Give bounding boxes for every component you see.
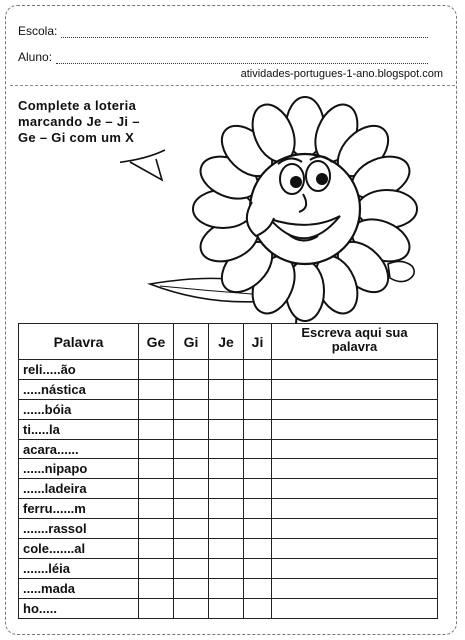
- mark-ge-cell[interactable]: [139, 439, 174, 459]
- school-field[interactable]: [18, 24, 428, 38]
- mark-je-cell[interactable]: [209, 399, 244, 419]
- mark-je-cell[interactable]: [209, 479, 244, 499]
- mark-ge-cell[interactable]: [139, 479, 174, 499]
- mark-je-cell[interactable]: [209, 598, 244, 618]
- mark-ji-cell[interactable]: [244, 578, 272, 598]
- mark-gi-cell[interactable]: [174, 360, 209, 380]
- table-row: [19, 379, 438, 399]
- write-answer-cell[interactable]: [272, 578, 438, 598]
- word-cell: ti.....la: [19, 419, 139, 439]
- mark-gi-cell[interactable]: [174, 499, 209, 519]
- school-write-line[interactable]: [61, 27, 428, 38]
- word-cell: cole.......al: [19, 539, 139, 559]
- word-cell: ......ladeira: [19, 479, 139, 499]
- mark-gi-cell[interactable]: [174, 558, 209, 578]
- mark-ji-cell[interactable]: [244, 439, 272, 459]
- column-header-ge: Ge: [139, 324, 174, 360]
- mark-ge-cell[interactable]: [139, 519, 174, 539]
- word-cell: .......léia: [19, 558, 139, 578]
- table-row: [19, 479, 438, 499]
- instruction-line: Complete a loteria: [18, 98, 137, 113]
- mark-ji-cell[interactable]: [244, 558, 272, 578]
- mark-ji-cell[interactable]: [244, 360, 272, 380]
- student-field[interactable]: [18, 50, 428, 64]
- cartoon-sunflower-icon: [120, 84, 450, 324]
- table-row: [19, 499, 438, 519]
- write-answer-cell[interactable]: [272, 479, 438, 499]
- write-answer-cell[interactable]: [272, 419, 438, 439]
- word-cell: .....nástica: [19, 379, 139, 399]
- mark-ji-cell[interactable]: [244, 459, 272, 479]
- word-cell: reli.....ão: [19, 360, 139, 380]
- mark-ji-cell[interactable]: [244, 379, 272, 399]
- instruction-line: Ge – Gi com um X: [18, 130, 135, 145]
- mark-gi-cell[interactable]: [174, 459, 209, 479]
- word-cell: ......nipapo: [19, 459, 139, 479]
- column-header-write-line: palavra: [331, 339, 378, 354]
- table-row: [19, 558, 438, 578]
- table-row: [19, 578, 438, 598]
- mark-je-cell[interactable]: [209, 360, 244, 380]
- mark-ji-cell[interactable]: [244, 499, 272, 519]
- column-header-ji: Ji: [244, 324, 272, 360]
- table-row: [19, 439, 438, 459]
- mark-ge-cell[interactable]: [139, 539, 174, 559]
- student-label: Aluno:: [18, 50, 53, 64]
- mark-ji-cell[interactable]: [244, 399, 272, 419]
- instruction-line: marcando Je – Ji –: [18, 114, 140, 129]
- write-answer-cell[interactable]: [272, 539, 438, 559]
- mark-ge-cell[interactable]: [139, 499, 174, 519]
- mark-je-cell[interactable]: [209, 499, 244, 519]
- mark-gi-cell[interactable]: [174, 399, 209, 419]
- write-answer-cell[interactable]: [272, 499, 438, 519]
- student-write-line[interactable]: [56, 53, 428, 64]
- word-cell: ferru......m: [19, 499, 139, 519]
- mark-gi-cell[interactable]: [174, 578, 209, 598]
- table-row: [19, 399, 438, 419]
- mark-ge-cell[interactable]: [139, 419, 174, 439]
- write-answer-cell[interactable]: [272, 558, 438, 578]
- mark-gi-cell[interactable]: [174, 419, 209, 439]
- write-answer-cell[interactable]: [272, 379, 438, 399]
- mark-gi-cell[interactable]: [174, 479, 209, 499]
- mark-ge-cell[interactable]: [139, 459, 174, 479]
- column-header-write: [272, 324, 438, 360]
- word-cell: ......bóia: [19, 399, 139, 419]
- table-row: [19, 360, 438, 380]
- mark-ji-cell[interactable]: [244, 539, 272, 559]
- write-answer-cell[interactable]: [272, 439, 438, 459]
- write-answer-cell[interactable]: [272, 598, 438, 618]
- mark-gi-cell[interactable]: [174, 379, 209, 399]
- table-row: [19, 519, 438, 539]
- table-header-row: [19, 324, 438, 360]
- table-row: [19, 419, 438, 439]
- word-cell: .......rassol: [19, 519, 139, 539]
- write-answer-cell[interactable]: [272, 399, 438, 419]
- word-cell: acara......: [19, 439, 139, 459]
- mark-ge-cell[interactable]: [139, 578, 174, 598]
- mark-je-cell[interactable]: [209, 459, 244, 479]
- mark-ge-cell[interactable]: [139, 399, 174, 419]
- mark-ji-cell[interactable]: [244, 598, 272, 618]
- website-url: atividades-portugues-1-ano.blogspot.com: [240, 68, 443, 80]
- mark-je-cell[interactable]: [209, 439, 244, 459]
- word-cell: .....mada: [19, 578, 139, 598]
- mark-ji-cell[interactable]: [244, 479, 272, 499]
- mark-je-cell[interactable]: [209, 519, 244, 539]
- mark-je-cell[interactable]: [209, 379, 244, 399]
- table-row: [19, 459, 438, 479]
- column-header-je: Je: [209, 324, 244, 360]
- mark-gi-cell[interactable]: [174, 598, 209, 618]
- mark-je-cell[interactable]: [209, 558, 244, 578]
- mark-gi-cell[interactable]: [174, 439, 209, 459]
- lottery-table: [18, 323, 438, 619]
- mark-je-cell[interactable]: [209, 539, 244, 559]
- write-answer-cell[interactable]: [272, 360, 438, 380]
- mark-gi-cell[interactable]: [174, 539, 209, 559]
- write-answer-cell[interactable]: [272, 459, 438, 479]
- school-label: Escola:: [18, 24, 58, 38]
- mark-je-cell[interactable]: [209, 578, 244, 598]
- mark-ge-cell[interactable]: [139, 379, 174, 399]
- column-header-gi: Gi: [174, 324, 209, 360]
- column-header-write-line: Escreva aqui sua: [301, 325, 408, 340]
- mark-ge-cell[interactable]: [139, 558, 174, 578]
- mark-ge-cell[interactable]: [139, 598, 174, 618]
- write-answer-cell[interactable]: [272, 519, 438, 539]
- mark-gi-cell[interactable]: [174, 519, 209, 539]
- table-row: [19, 539, 438, 559]
- word-cell: ho.....: [19, 598, 139, 618]
- column-header-word: Palavra: [19, 324, 139, 360]
- table-row: [19, 598, 438, 618]
- mark-ji-cell[interactable]: [244, 419, 272, 439]
- mark-je-cell[interactable]: [209, 419, 244, 439]
- mark-ge-cell[interactable]: [139, 360, 174, 380]
- mark-ji-cell[interactable]: [244, 519, 272, 539]
